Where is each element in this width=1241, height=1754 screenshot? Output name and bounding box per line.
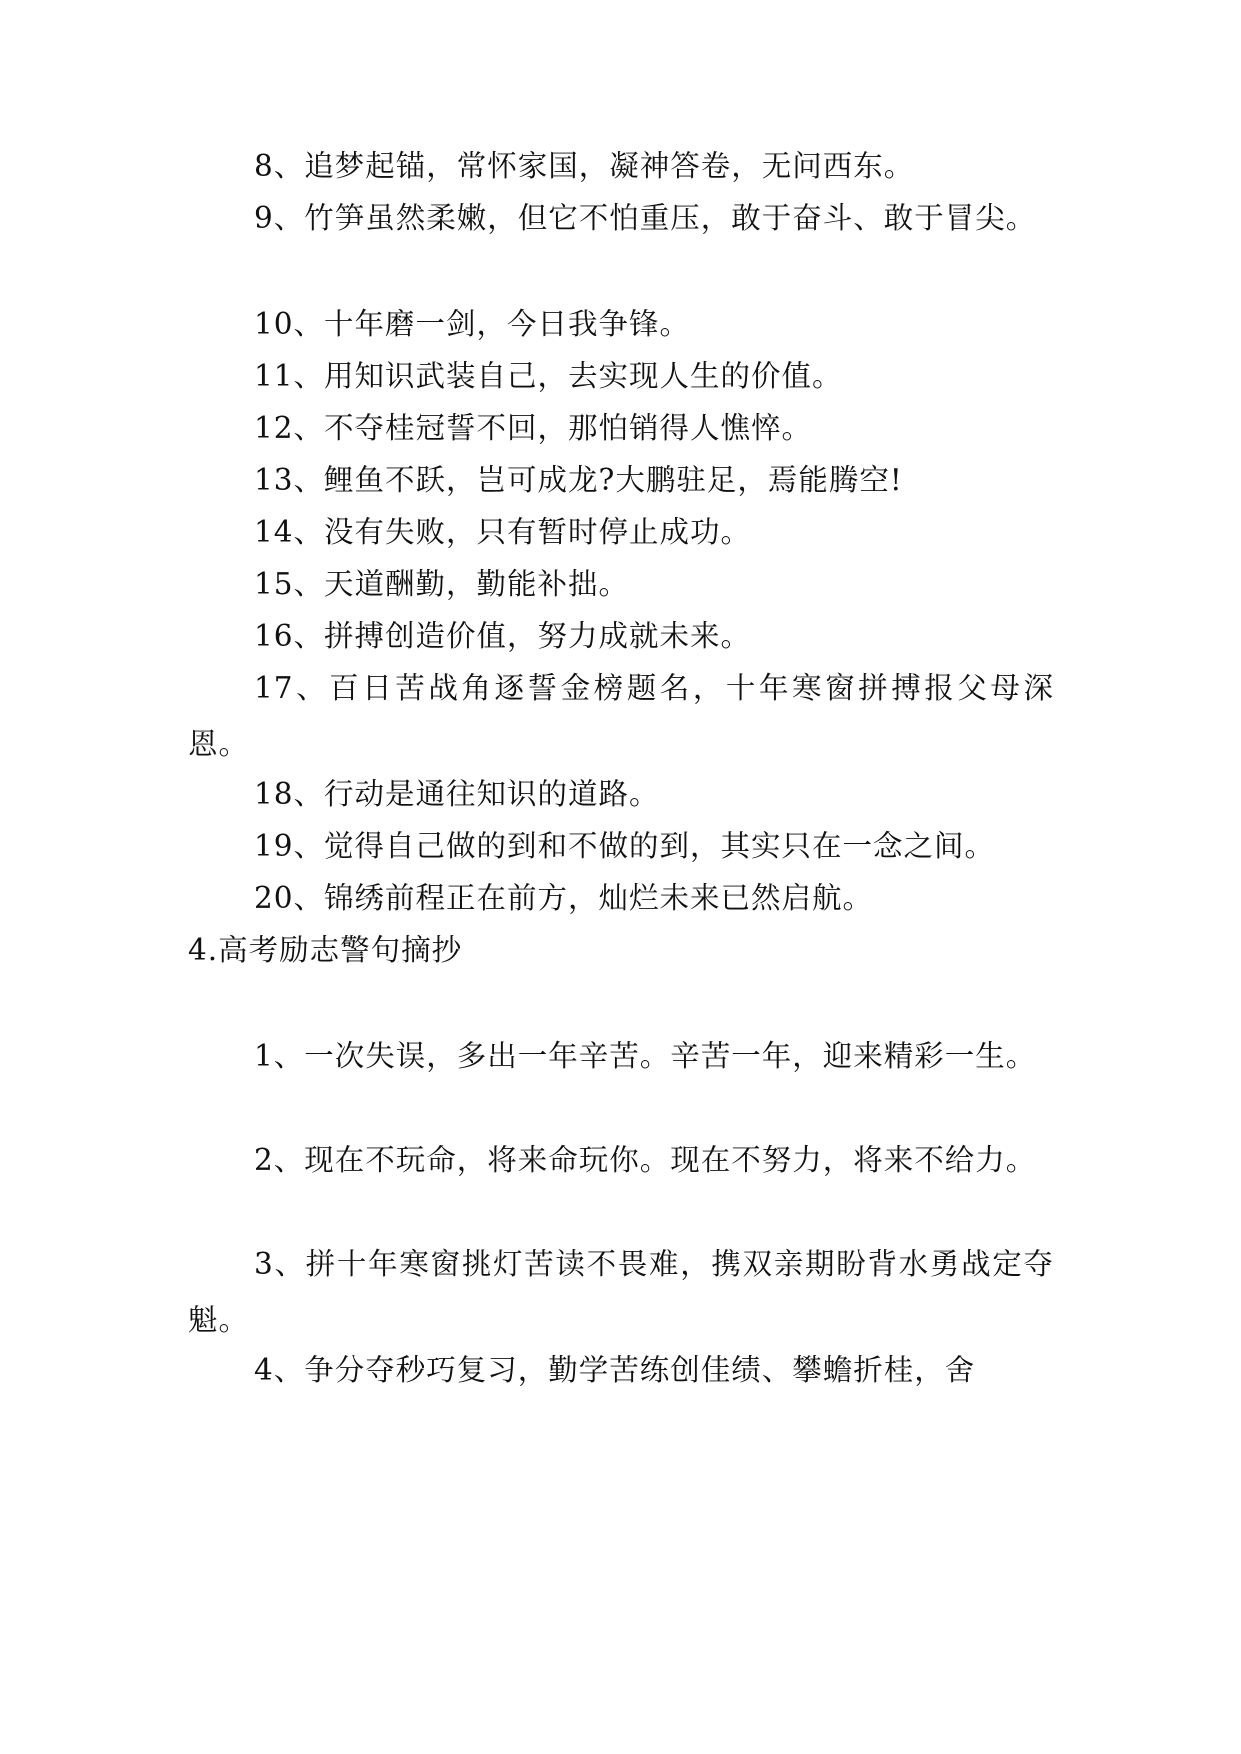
quote-item-13: 13、鲤鱼不跃，岂可成龙?大鹏驻足，焉能腾空! bbox=[254, 463, 903, 497]
quote-item-14: 14、没有失败，只有暂时停止成功。 bbox=[254, 515, 752, 549]
quote-item-15: 15、天道酬勤，勤能补拙。 bbox=[254, 567, 630, 601]
quote-item-12: 12、不夺桂冠誓不回，那怕销得人憔悴。 bbox=[254, 411, 813, 445]
quote-item-4: 4、争分夺秒巧复习，勤学苦练创佳绩、攀蟾折桂，舍 bbox=[254, 1353, 976, 1387]
quote-item-16: 16、拼搏创造价值，努力成就未来。 bbox=[254, 619, 752, 653]
quote-item-11: 11、用知识武装自己，去实现人生的价值。 bbox=[254, 359, 843, 393]
quote-item-19: 19、觉得自己做的到和不做的到，其实只在一念之间。 bbox=[254, 829, 996, 863]
quote-item-1: 1、一次失误，多出一年辛苦。辛苦一年，迎来精彩一生。 bbox=[254, 1039, 1037, 1073]
quote-item-17: 17、百日苦战角逐誓金榜题名，十年寒窗拼搏报父母深恩。 bbox=[188, 671, 1054, 761]
quote-item-8: 8、追梦起锚，常怀家国，凝神答卷，无问西东。 bbox=[254, 149, 915, 183]
quote-item-10: 10、十年磨一剑，今日我争锋。 bbox=[254, 307, 691, 341]
quote-item-3: 3、拼十年寒窗挑灯苦读不畏难，携双亲期盼背水勇战定夺魁。 bbox=[188, 1247, 1054, 1337]
quote-item-9: 9、竹笋虽然柔嫩，但它不怕重压，敢于奋斗、敢于冒尖。 bbox=[254, 201, 1037, 235]
section-heading: 4.高考励志警句摘抄 bbox=[188, 933, 463, 967]
quote-item-2: 2、现在不玩命，将来命玩你。现在不努力，将来不给力。 bbox=[254, 1143, 1037, 1177]
quote-item-18: 18、行动是通往知识的道路。 bbox=[254, 777, 660, 811]
quote-item-20: 20、锦绣前程正在前方，灿烂未来已然启航。 bbox=[254, 881, 874, 915]
